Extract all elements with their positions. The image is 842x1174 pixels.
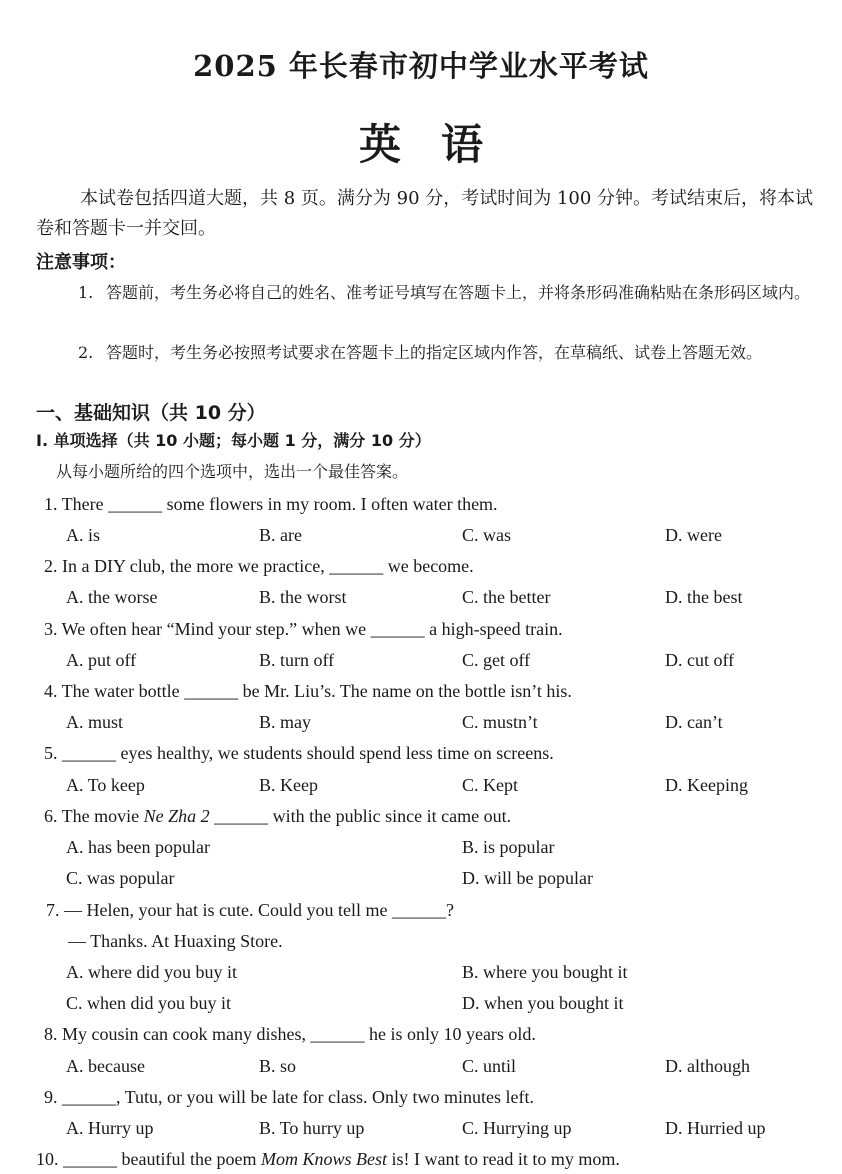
exam-title: 2025 年长春市初中学业水平考试: [193, 49, 649, 83]
option-b: B. is popular: [462, 837, 555, 857]
question-stem: 5. ______ eyes healthy, we students should spend less time on screens.: [44, 743, 554, 763]
option-b: B. Keep: [259, 775, 318, 795]
option-c: C. Hurrying up: [462, 1118, 572, 1138]
option-b: B. are: [259, 525, 302, 545]
option-b: B. turn off: [259, 650, 335, 670]
option-a: A. where did you buy it: [66, 962, 237, 982]
question-stem: 8. My cousin can cook many dishes, ______ he is only 10 years old.: [44, 1024, 536, 1044]
instruction-text: 从每小题所给的四个选项中，选出一个最佳答案。: [56, 462, 409, 481]
question-stem: 4. The water bottle ______ be Mr. Liu’s. The name on the bottle isn’t his.: [44, 681, 572, 701]
movie-title: Ne Zha 2: [143, 806, 210, 826]
option-a: A. has been popular: [66, 837, 210, 857]
option-d: D. although: [665, 1056, 750, 1076]
option-c: C. when did you buy it: [66, 993, 231, 1013]
option-c: C. until: [462, 1056, 517, 1076]
question-stem: 7. — Helen, your hat is cute. Could you tell me ______?: [46, 900, 454, 920]
option-a: A. because: [66, 1056, 145, 1076]
option-a: A. put off: [66, 650, 137, 670]
option-b: B. so: [259, 1056, 297, 1076]
question-reply: — Thanks. At Huaxing Store.: [68, 931, 283, 951]
option-d: D. can’t: [665, 712, 723, 732]
section-heading: 一、基础知识（共 10 分）: [36, 402, 266, 424]
question-stem: 3. We often hear “Mind your step.” when we ______ a high-speed train.: [44, 619, 563, 639]
option-a: A. must: [66, 712, 124, 732]
question-stem: 1. There ______ some flowers in my room. I often water them.: [44, 494, 498, 514]
question-stem-text: ______ with the public since it came out.: [209, 806, 512, 826]
note-item: [78, 278, 818, 307]
option-d: D. Hurried up: [665, 1118, 766, 1138]
option-d: D. when you bought it: [462, 993, 624, 1013]
note-item: [78, 338, 818, 367]
question-stem: 2. In a DIY club, the more we practice, ______ we become.: [44, 556, 474, 576]
option-c: C. the better: [462, 587, 551, 607]
option-c: C. get off: [462, 650, 531, 670]
note-text: 答题时，考生务必按照考试要求在答题卡上的指定区域内作答，在草稿纸、试卷上答题无效。: [106, 343, 763, 362]
option-b: B. may: [259, 712, 311, 732]
option-b: B. the worst: [259, 587, 347, 607]
option-b: B. To hurry up: [259, 1118, 365, 1138]
intro-paragraph: 本试卷包括四道大题，共 8 页。满分为 90 分，考试时间为 100 分钟。考试结束后，将本试卷和答题卡一并交回。: [36, 188, 814, 239]
option-d: D. Keeping: [665, 775, 748, 795]
option-d: D. were: [665, 525, 722, 545]
option-b: B. where you bought it: [462, 962, 628, 982]
question-stem: [44, 806, 824, 827]
question-stem-text: 6. The movie: [44, 806, 144, 826]
option-d: D. the best: [665, 587, 743, 607]
option-d: D. will be popular: [462, 868, 593, 888]
option-a: A. Hurry up: [66, 1118, 154, 1138]
note-number: 1.: [78, 283, 94, 302]
poem-title: Mom Knows Best: [260, 1149, 387, 1169]
notes-heading: 注意事项：: [36, 252, 126, 273]
subject-title: 英语: [358, 120, 523, 169]
part-heading: I. 单项选择（共 10 小题；每小题 1 分，满分 10 分）: [36, 431, 431, 450]
option-c: C. Kept: [462, 775, 518, 795]
question-stem: [36, 1149, 816, 1170]
option-d: D. cut off: [665, 650, 735, 670]
option-a: A. To keep: [66, 775, 145, 795]
note-text: 答题前，考生务必将自己的姓名、准考证号填写在答题卡上，并将条形码准确粘贴在条形码区域内。: [106, 283, 811, 302]
option-c: C. was: [462, 525, 511, 545]
option-c: C. was popular: [66, 868, 175, 888]
note-number: 2.: [78, 343, 94, 362]
option-c: C. mustn’t: [462, 712, 538, 732]
option-a: A. is: [66, 525, 101, 545]
question-stem-text: 10. ______ beautiful the poem: [36, 1149, 261, 1169]
question-stem: 9. ______, Tutu, or you will be late for class. Only two minutes left.: [44, 1087, 534, 1107]
option-a: A. the worse: [66, 587, 158, 607]
question-stem-text: is! I want to read it to my mom.: [386, 1149, 620, 1169]
